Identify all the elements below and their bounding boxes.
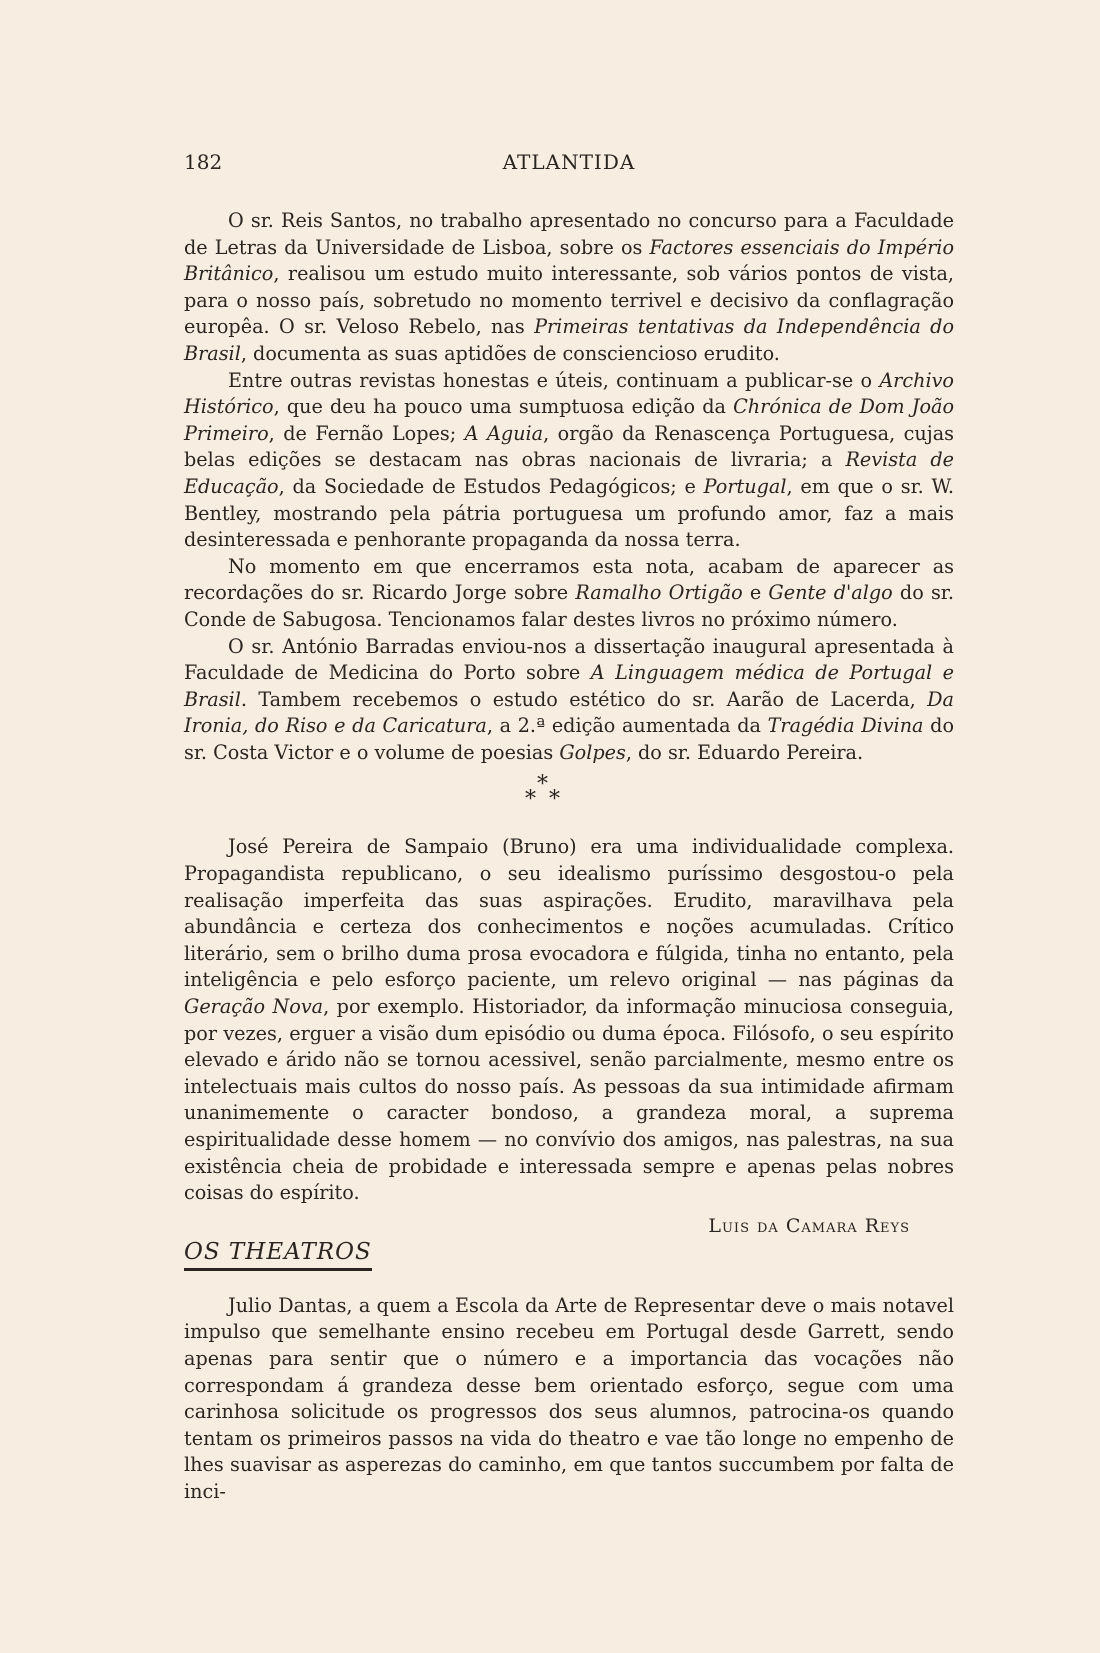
- page-body: [184, 208, 954, 1506]
- text-run: , a 2.ª edição aumentada da: [486, 714, 768, 738]
- text-run: , orgão da Renascença Portuguesa, cujas belas edições se destacam nas obras nacionais de livraria; a: [184, 421, 954, 472]
- text-run: . Tambem recebemos o estudo estético do sr. Aarão de Lacerda,: [240, 687, 928, 711]
- italic-title: Ramalho Ortigão: [575, 581, 743, 605]
- text-run: José Pereira de Sampaio (Bruno) era uma individualidade complexa. Propagandista republicano, o seu idealismo puríssimo desgostou-o pela realisação imperfeita das suas aspirações. Erudito, maravilhava pela abundância e certeza dos conhecimentos e noções acumuladas. Crítico literário, sem o brilho duma prosa evocadora e fúlgida, tinha no entanto, pela inteligência e pelo esforço paciente, um relevo original — nas páginas da: [184, 835, 954, 992]
- italic-title: Chrónica de Dom João Primeiro: [184, 395, 954, 445]
- paragraph-julio-dantas: [184, 1293, 954, 1506]
- page-header: [184, 150, 954, 180]
- asterism: [184, 766, 954, 834]
- text-run: do sr. Conde de Sabugosa. Tencionamos falar destes livros no próximo número.: [184, 581, 954, 631]
- text-run: Entre outras revistas honestas e úteis, continuam a publicar-se o: [228, 368, 880, 392]
- italic-title: Geração Nova: [184, 995, 324, 1019]
- italic-title: Da Ironia, do Riso e da Caricatura: [184, 687, 954, 738]
- asterism-star-top: *: [537, 772, 548, 798]
- text-run: , por exemplo. Historiador, da informação minuciosa conseguia, por vezes, erguer a visão dum episódio ou duma época. Filósofo, o seu espírito elevado e árido não se tornou acessivel, senão parcialmente, mesmo entre os intelectuais mais cultos do nosso país. As pessoas da sua intimidade afirmam unanimemente o caracter bondoso, a grandeza moral, a suprema espiritualidade desse homem — no convívio dos amigos, nas palestras, na sua existência cheia de probidade e interessada sempre e apenas pelas nobres coisas do espírito.: [184, 995, 954, 1205]
- paragraph-sampaio-bruno: [184, 834, 954, 1206]
- italic-title: Golpes: [559, 740, 626, 764]
- asterism-star-left: *: [525, 787, 536, 813]
- italic-title: Gente d'algo: [768, 581, 893, 605]
- text-run: , da Sociedade de Estudos Pedagógicos; e: [278, 474, 704, 498]
- text-run: , documenta as suas aptidões de consciencioso erudito.: [240, 341, 780, 365]
- text-run: do sr. Costa Victor e o volume de poesias: [184, 714, 954, 764]
- text-run: e: [742, 581, 769, 605]
- text-run: , que deu ha pouco uma sumptuosa edição da: [273, 395, 734, 419]
- italic-title: Factores essenciais do Império Britânico: [184, 235, 954, 286]
- section-title: OS THEATROS: [184, 1239, 372, 1271]
- running-head: ATLANTIDA: [502, 150, 636, 174]
- text-run: O sr. Reis Santos, no trabalho apresentado no concurso para a Faculdade de Letras da Universidade de Lisboa, sobre os: [184, 209, 954, 259]
- italic-title: Portugal: [703, 474, 787, 498]
- asterism-star-right: *: [549, 787, 560, 813]
- italic-title: A Linguagem médica de Portugal e Brasil: [184, 661, 955, 711]
- signature: Luis da Camara Reys: [708, 1214, 910, 1237]
- italic-title: A Aguia: [464, 421, 544, 445]
- italic-title: Archivo Histórico: [184, 368, 954, 419]
- paragraph-barradas: [184, 634, 954, 767]
- italic-title: Tragédia Divina: [767, 714, 924, 738]
- page-number: 182: [184, 150, 223, 174]
- italic-title: Revista de Educação: [184, 448, 954, 498]
- text-run: , em que o sr. W. Bentley, mostrando pela pátria portuguesa um profundo amor, faz a mais desinteressada e penhorante propaganda da nossa terra.: [184, 474, 954, 552]
- paragraph-reis-santos: [184, 208, 954, 368]
- text-run: , realisou um estudo muito interessante, sob vários pontos de vista, para o nosso país, sobretudo no momento terrivel e decisivo da conflagração europêa. O sr. Veloso Rebelo, nas: [184, 262, 954, 339]
- text-run: , do sr. Eduardo Pereira.: [625, 740, 864, 764]
- text-run: , de Fernão Lopes;: [268, 421, 465, 445]
- text-run: O sr. António Barradas enviou-nos a dissertação inaugural apresentada à Faculdade de Medicina do Porto sobre: [184, 634, 954, 685]
- paragraph-revistas: [184, 368, 954, 554]
- paragraph-recordacoes: [184, 554, 954, 634]
- italic-title: Primeiras tentativas da Independência do Brasil: [184, 315, 954, 365]
- text-run: No momento em que encerramos esta nota, acabam de aparecer as recordações do sr. Ricardo Jorge sobre: [184, 554, 954, 605]
- text-run: Julio Dantas, a quem a Escola da Arte de Representar deve o mais notavel impulso que semelhante ensino recebeu em Portugal desde Garrett, sendo apenas para sentir que o número e a importancia das vocações não correspondam á grandeza desse bem orientado esforço, segue com uma carinhosa solicitude os progressos dos seus alumnos, patrocina-os quando tentam os primeiros passos na vida do theatro e vae tão longe no empenho de lhes suavisar as asperezas do caminho, em que tantos succumbem por falta de inci-: [184, 1293, 954, 1503]
